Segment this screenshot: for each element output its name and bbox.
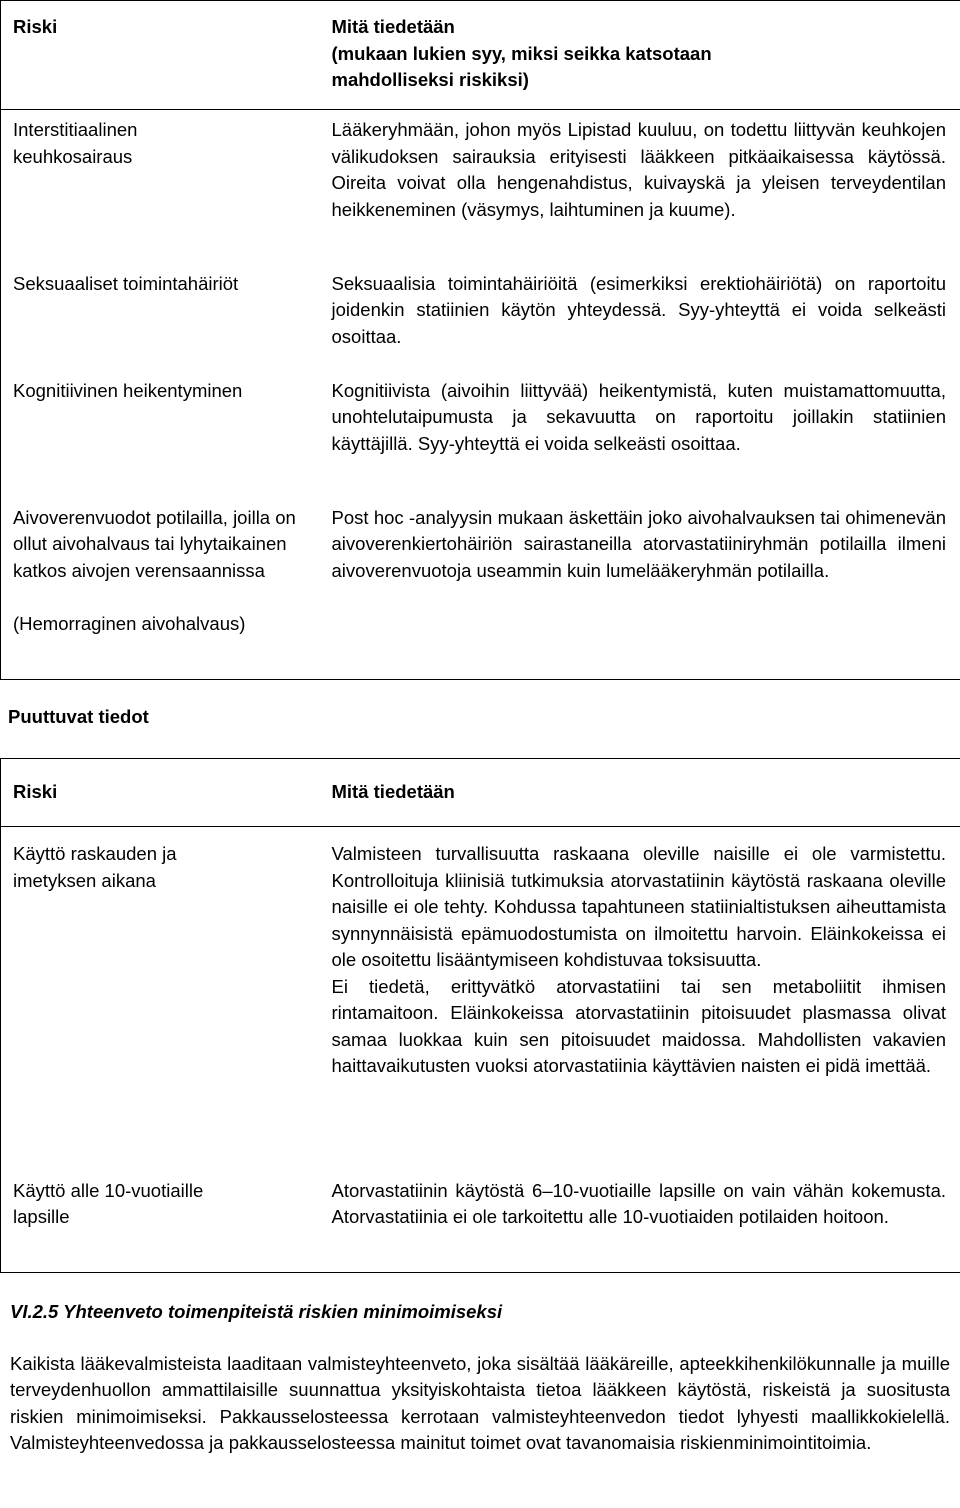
header-risk: Riski <box>1 759 332 827</box>
risk-cell: Käyttö raskauden ja imetyksen aikana <box>13 843 177 891</box>
risk-cell: Käyttö alle 10-vuotiaille lapsille <box>13 1179 204 1227</box>
table-row <box>1 499 960 680</box>
header-risk: Riski <box>1 1 332 110</box>
risk-cell: Kognitiivinen heikentyminen <box>13 379 243 401</box>
missing-info-title: Puuttuvat tiedot <box>8 706 149 727</box>
known-cell: Valmisteen turvallisuutta raskaana oleville naisille ei ole varmistettu. Kontrolloituja kliinisiä tutkimuksia atorvastatiinin käytöstä raskaana oleville naisille ei ole tehty. Kohdussa tapahtuneen statiinialtistuksen aiheuttamista synnynnäisistä epämuodostumista on ilmoitettu harvoin. Eläinkokeissa ei ole osoitettu lisääntymiseen kohdistuvaa toksisuutta. Ei tiedetä, erittyvätkö atorvastatiini tai sen metaboliitit ihmisen rintamaitoon. Eläinkokeissa atorvastatiinin pitoisuudet plasmassa olivat samaa luokkaa kuin sen pitoisuudet maidossa. Mahdollisten vakavien haittavaikutusten vuoksi atorvastatiinia käyttävien naisten ei pidä imettää. <box>331 843 946 1076</box>
table-row <box>1 1164 960 1273</box>
table-row <box>1 827 960 1164</box>
risk-cell: Aivoverenvuodot potilailla, joilla on ollut aivohalvaus tai lyhytaikainen katkos aivojen verensaannissa (Hemorraginen aivohalvaus) <box>13 506 296 634</box>
known-cell: Kognitiivista (aivoihin liittyvää) heikentymistä, kuten muistamattomuutta, unohtelutaipumusta ja sekavuutta on raportoitu joillakin statiinien käyttäjillä. Syy-yhteyttä ei voida selkeästi osoittaa. <box>331 379 946 454</box>
section-heading: VI.2.5 Yhteenveto toimenpiteistä riskien minimoimiseksi <box>10 1301 503 1322</box>
table-row <box>1 265 960 371</box>
risk-table-header <box>1 1 960 110</box>
known-cell: Post hoc -analyysin mukaan äskettäin joko aivohalvauksen tai ohimenevän aivoverenkiertohäiriön sairastaneilla atorvastatiiniryhmän potilailla ilmeni aivoverenvuotoja useammin kuin lumelääkeryhmän potilailla. <box>331 506 946 581</box>
header-known: Mitä tiedetään <box>332 759 960 827</box>
table-row <box>1 371 960 499</box>
table-row <box>1 110 960 265</box>
known-cell: Atorvastatiinin käytöstä 6–10-vuotiaille lapsille on vain vähän kokemusta. Atorvastatiinia ei ole tarkoitettu alle 10-vuotiaiden potilaiden hoitoon. <box>331 1179 946 1227</box>
risk-cell: Interstitiaalinen keuhkosairaus <box>13 119 138 167</box>
risk-cell: Seksuaaliset toimintahäiriöt <box>13 272 239 294</box>
known-cell: Seksuaalisia toimintahäiriöitä (esimerkiksi erektiohäiriötä) on raportoitu joidenkin statiinien käytön yhteydessä. Syy-yhteyttä ei voida selkeästi osoittaa. <box>331 272 946 347</box>
risk-table <box>0 0 960 680</box>
missing-info-table <box>0 758 960 1273</box>
section-body: Kaikista lääkevalmisteista laaditaan valmisteyhteenveto, joka sisältää lääkäreille, apteekkihenkilökunnalle ja muille terveydenhuollon ammattilaisille suunnattua yksityiskohtaista tietoa lääkkeen käytöstä, riskeistä ja suositusta riskien minimoimiseksi. Pakkausselosteessa kerrotaan valmisteyhteenvedon tiedot lyhyesti maallikkokielellä. Valmisteyhteenvedossa ja pakkausselosteessa mainitut toimet ovat tavanomaisia riskienminimointitoimia. <box>10 1353 950 1454</box>
missing-info-header <box>1 759 960 827</box>
known-cell: Lääkeryhmään, johon myös Lipistad kuuluu, on todettu liittyvän keuhkojen välikudoksen sairauksia erityisesti lääkkeen pitkäaikaisessa käytössä. Oireita voivat olla hengenahdistus, kuivayskä ja yleisen terveydentilan heikkeneminen (väsymys, laihtuminen ja kuume). <box>331 119 946 220</box>
header-known: Mitä tiedetään (mukaan lukien syy, miksi seikka katsotaan mahdolliseksi riskiksi) <box>332 1 960 110</box>
